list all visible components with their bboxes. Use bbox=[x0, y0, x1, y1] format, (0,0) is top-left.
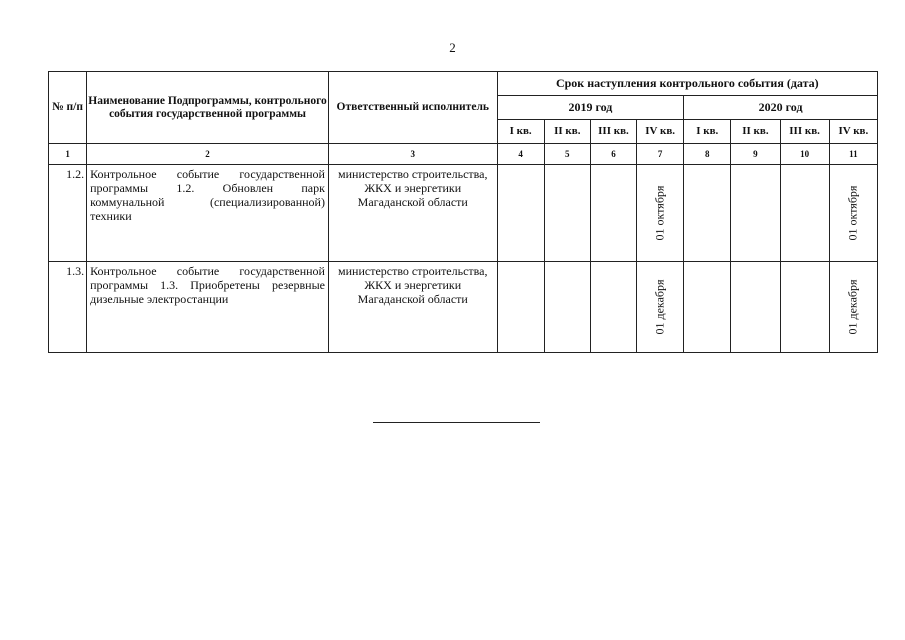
header-quarter: II кв. bbox=[731, 120, 780, 144]
header-quarter: IV кв. bbox=[829, 120, 877, 144]
event-date: 01 декабря bbox=[652, 279, 667, 335]
responsible-executor: министерство строительства, ЖКХ и энергетики Магаданской области bbox=[328, 165, 497, 262]
date-cell-2019-q4 bbox=[637, 165, 684, 262]
header-year-2019: 2019 год bbox=[497, 96, 684, 120]
column-number: 11 bbox=[829, 144, 877, 165]
date-cell-empty bbox=[544, 262, 590, 353]
date-cell-empty bbox=[731, 165, 780, 262]
column-number: 8 bbox=[684, 144, 731, 165]
date-cell-empty bbox=[497, 165, 544, 262]
column-number: 2 bbox=[87, 144, 329, 165]
event-name: Контрольное событие государственной программы 1.2. Обновлен парк коммунальной (специализированной) техники bbox=[87, 165, 329, 262]
date-cell-empty bbox=[497, 262, 544, 353]
date-cell-empty bbox=[684, 165, 731, 262]
header-name: Наименование Подпрограммы, контрольного события государственной программы bbox=[87, 72, 329, 144]
column-number: 4 bbox=[497, 144, 544, 165]
header-quarter: III кв. bbox=[590, 120, 636, 144]
column-number: 9 bbox=[731, 144, 780, 165]
event-date: 01 декабря bbox=[845, 279, 860, 335]
column-number: 3 bbox=[328, 144, 497, 165]
date-cell-empty bbox=[684, 262, 731, 353]
date-cell-2020-q4 bbox=[829, 165, 877, 262]
header-quarter: II кв. bbox=[544, 120, 590, 144]
column-number: 1 bbox=[49, 144, 87, 165]
header-deadline: Срок наступления контрольного события (дата) bbox=[497, 72, 877, 96]
column-number: 7 bbox=[637, 144, 684, 165]
page-number: 2 bbox=[449, 40, 456, 55]
header-year-2020: 2020 год bbox=[684, 96, 878, 120]
date-cell-empty bbox=[780, 165, 829, 262]
responsible-executor: министерство строительства, ЖКХ и энергетики Магаданской области bbox=[328, 262, 497, 353]
header-quarter: IV кв. bbox=[637, 120, 684, 144]
row-number: 1.3. bbox=[49, 262, 87, 353]
date-cell-empty bbox=[590, 262, 636, 353]
column-number: 6 bbox=[590, 144, 636, 165]
event-date: 01 октября bbox=[652, 185, 667, 241]
header-quarter: I кв. bbox=[684, 120, 731, 144]
date-cell-empty bbox=[780, 262, 829, 353]
date-cell-empty bbox=[731, 262, 780, 353]
date-cell-empty bbox=[544, 165, 590, 262]
event-date: 01 октября bbox=[845, 185, 860, 241]
event-name: Контрольное событие государственной программы 1.3. Приобретены резервные дизельные электростанции bbox=[87, 262, 329, 353]
header-quarter: I кв. bbox=[497, 120, 544, 144]
control-events-table bbox=[48, 71, 878, 353]
closing-line bbox=[373, 422, 540, 423]
table-row bbox=[49, 262, 878, 353]
column-number: 10 bbox=[780, 144, 829, 165]
header-quarter: III кв. bbox=[780, 120, 829, 144]
header-num: № п/п bbox=[49, 72, 87, 144]
column-number: 5 bbox=[544, 144, 590, 165]
date-cell-empty bbox=[590, 165, 636, 262]
row-number: 1.2. bbox=[49, 165, 87, 262]
date-cell-2019-q4 bbox=[637, 262, 684, 353]
header-executor: Ответственный исполнитель bbox=[328, 72, 497, 144]
date-cell-2020-q4 bbox=[829, 262, 877, 353]
table-row bbox=[49, 165, 878, 262]
